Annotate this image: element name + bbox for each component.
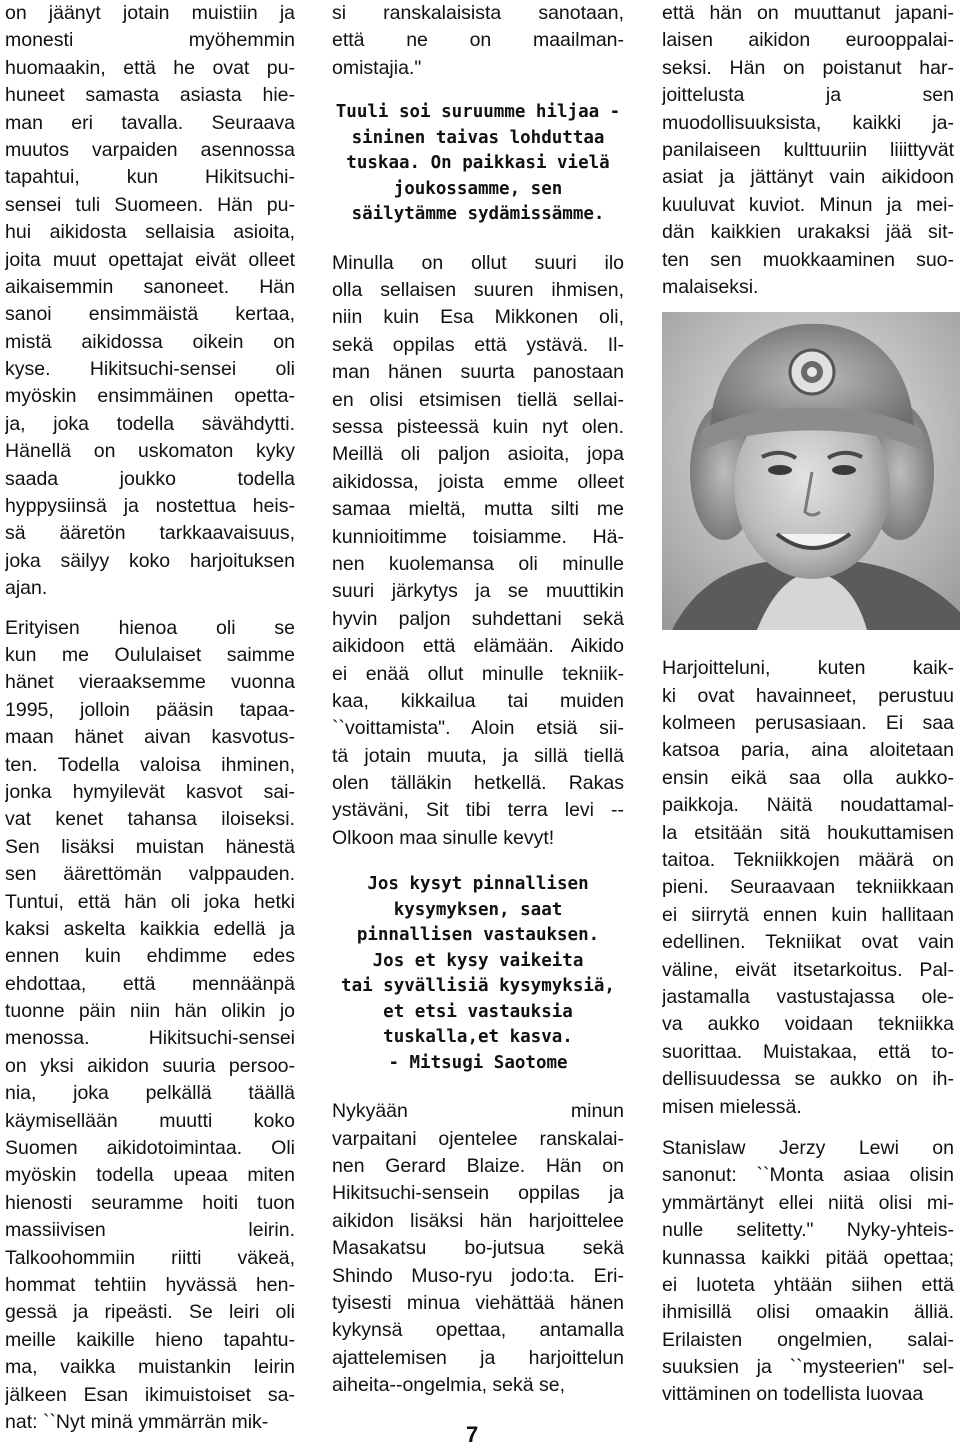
text-line: muutos varpaiden asennossa bbox=[5, 138, 295, 161]
text-line: menossa. Hikitsuchi-sensei bbox=[5, 1027, 295, 1050]
text-line: edellinen. Tekniikat ovat vain bbox=[662, 931, 954, 954]
text-line: varpaitani ojentelee ranskalai- bbox=[332, 1127, 624, 1150]
text-line: panilaiseen kulttuuriin liiittyvät bbox=[662, 138, 954, 161]
text-line: hyppysiinsä ja nostettua heis- bbox=[5, 495, 295, 518]
text-line: Olkoon maa sinulle kevyt! bbox=[332, 826, 555, 849]
text-line: sanoi ensimmäistä kertaa, bbox=[5, 303, 295, 326]
quote-line: tuskaa. On paikkasi vielä bbox=[346, 153, 610, 174]
text-line: niin kuin Esa Mikkonen oli, bbox=[332, 306, 624, 329]
text-line: nen Gerard Blaize. Hän on bbox=[332, 1155, 624, 1178]
text-line: Hänellä on uskomaton kyky bbox=[5, 440, 295, 463]
text-line: ki ovat havainneet, perustuu bbox=[662, 684, 954, 707]
text-line: aikidoon että elämään. Aikido bbox=[332, 635, 624, 658]
quote-line: tuskalla,et kasva. bbox=[383, 1027, 573, 1048]
text-line: aiheita--ongelmia, sekä se, bbox=[332, 1374, 566, 1397]
text-line: kun me Oululaiset saimme bbox=[5, 643, 295, 666]
text-line: ei siirrytä ennen kuin hallitaan bbox=[662, 903, 954, 926]
text-line: si ranskalaisista sanotaan, bbox=[332, 2, 624, 24]
text-line: käymisellään muutti koko bbox=[5, 1109, 295, 1132]
text-line: vittäminen on todellista luovaa bbox=[662, 1383, 924, 1406]
text-line: maan hänet aivan kasvotus- bbox=[5, 726, 295, 749]
text-line: myöskin ensimmäinen opetta- bbox=[5, 385, 295, 408]
text-line: mistä aikidossa oikein on bbox=[5, 330, 295, 353]
text-line: että ne on maailman- bbox=[332, 29, 624, 52]
text-line: Minulla on ollut suuri ilo bbox=[332, 251, 624, 274]
text-line: ihmisillä olisi omaakin älliä. bbox=[662, 1301, 954, 1324]
text-line: että hän on muuttanut japani- bbox=[662, 2, 954, 24]
text-line: kolmeen perusasiaan. Ei saa bbox=[662, 712, 954, 735]
text-line: hui aikidosta sellaisia asioita, bbox=[5, 221, 295, 244]
text-line: muodollisuuksista, kaikki ja- bbox=[662, 111, 954, 134]
text-line: jastamalla vastustajassa ole- bbox=[662, 985, 954, 1008]
text-line: sen äärettömän valppauden. bbox=[5, 863, 295, 886]
quote-line: - Mitsugi Saotome bbox=[388, 1052, 568, 1073]
text-line: suuksien ja ``mysteerien" sel- bbox=[662, 1356, 954, 1379]
text-line: tyisesti minua viehättää hänen bbox=[332, 1292, 624, 1314]
quote-line: Jos kysyt pinnallisen bbox=[367, 874, 589, 895]
text-line: laisen aikidon eurooppalai- bbox=[662, 29, 954, 52]
quote-line: kysymyksen, saat bbox=[393, 899, 563, 920]
text-line: ennen kuin ehdimme edes bbox=[5, 945, 295, 968]
text-line: nia, joka pelkällä täällä bbox=[5, 1082, 295, 1105]
text-line: kuuluvat kuviot. Minun ja mei- bbox=[662, 193, 954, 216]
paragraph bbox=[5, 615, 295, 1437]
text-line: suuri järkytys ja se muuttikin bbox=[332, 580, 624, 603]
text-line: ajattelemisen ja harjoittelun bbox=[332, 1346, 624, 1369]
text-line: olla sellaisen suuren ihmisen, bbox=[332, 279, 624, 302]
quote-line: Tuuli soi suruumme hiljaa - bbox=[335, 102, 621, 123]
text-line: sanonut: ``Monta asiaa olisin bbox=[662, 1164, 954, 1187]
text-line: ajan. bbox=[5, 577, 48, 600]
text-line: 1995, jolloin pääsin tapaa- bbox=[5, 698, 295, 721]
quote-line: pinnallisen vastauksen. bbox=[356, 925, 600, 946]
text-line: aikaisemmin sanoneet. Hän bbox=[5, 275, 295, 298]
text-line: hommat tehtiin hyvässä hen- bbox=[5, 1273, 295, 1296]
text-line: joka säilyy koko harjoituksen bbox=[5, 549, 295, 572]
text-line: vat kenet tahansa iloiseksi. bbox=[5, 808, 295, 831]
text-line: nulle selitetty." Nyky-yhteis- bbox=[662, 1219, 954, 1242]
paragraph bbox=[5, 0, 295, 603]
text-line: monesti myöhemmin bbox=[5, 29, 295, 52]
text-line: on yksi aikidon suuria persoo- bbox=[5, 1054, 295, 1077]
text-line: kykynsä opettaa, antamalla bbox=[332, 1319, 624, 1342]
text-line: hänet vieraaksemme vuonna bbox=[5, 671, 295, 694]
text-line: joittelusta ja sen bbox=[662, 84, 954, 107]
text-line: dän kaikkien urakaksi jää sit- bbox=[662, 221, 954, 244]
text-line: ja, joka todella sävähdytti. bbox=[5, 412, 295, 435]
paragraph bbox=[662, 655, 954, 1121]
text-line: ma, vaikka muistankin leirin bbox=[5, 1356, 295, 1379]
text-line: Erityisen hienoa oli se bbox=[5, 616, 295, 639]
text-line: jonka hymyilevät kasvot sai- bbox=[5, 780, 295, 803]
text-line: nat: ``Nyt minä ymmärrän mik- bbox=[5, 1410, 269, 1433]
text-line: nen kuolemansa oli minulle bbox=[332, 552, 624, 575]
text-line: Hikitsuchi-sensein oppilas ja bbox=[332, 1182, 624, 1205]
text-line: kaa, kikkailua tai muiden bbox=[332, 689, 624, 712]
text-line: hyvin paljon suhdettani sekä bbox=[332, 607, 624, 630]
text-line: on jäänyt jotain muistiin ja bbox=[5, 2, 295, 24]
text-line: jälkeen Esan ikimuistoiset sa- bbox=[5, 1383, 295, 1406]
text-line: ei luoteta yhtään siihen että bbox=[662, 1273, 954, 1296]
text-line: man hänen suurta panostaan bbox=[332, 361, 624, 384]
text-line: Talkoohommiin riitti väkeä, bbox=[5, 1246, 295, 1269]
text-line: ensin eikä saa olla aukko- bbox=[662, 766, 954, 789]
paragraph bbox=[662, 0, 954, 301]
text-line: Tuntui, että hän oli joka hetki bbox=[5, 890, 295, 913]
text-line: huneet samasta asiasta hie- bbox=[5, 84, 295, 107]
text-line: kyse. Hikitsuchi-sensei oli bbox=[5, 358, 295, 381]
text-line: Nykyään minun bbox=[332, 1100, 624, 1123]
text-line: myöskin todella upeaa miten bbox=[5, 1164, 295, 1187]
text-line: sä ääretön tarkkaavaisuus, bbox=[5, 522, 295, 545]
quote-line: et etsi vastauksia bbox=[383, 1001, 573, 1022]
text-line: olen tälläkin hetkellä. Rakas bbox=[332, 772, 624, 795]
text-line: Suomen aikidotoimintaa. Oli bbox=[5, 1137, 295, 1160]
text-line: gessä ja ripeästi. Se leiri oli bbox=[5, 1301, 295, 1324]
text-line: dellisuudessa se aukko on ih- bbox=[662, 1068, 954, 1091]
text-line: Erilaisten ongelmien, salai- bbox=[662, 1328, 954, 1351]
paragraph bbox=[332, 1098, 624, 1399]
text-line: omistajia." bbox=[332, 56, 422, 79]
text-line: saada joukko todella bbox=[5, 467, 295, 490]
quote-line: tai syvällisiä kysymyksiä, bbox=[341, 976, 615, 997]
paragraph bbox=[332, 0, 624, 82]
text-line: seksi. Hän on poistanut har- bbox=[662, 56, 954, 79]
text-line: taitoa. Tekniikkojen määrä on bbox=[662, 849, 954, 872]
quote-line: joukossamme, sen bbox=[393, 178, 563, 199]
pull-quote bbox=[332, 872, 624, 1076]
text-line: tuonne päin niin hän olikin jo bbox=[5, 1000, 295, 1023]
text-line: aikidon lisäksi hän harjoittelee bbox=[332, 1209, 624, 1232]
text-line: sensei tuli Suomeen. Hän pu- bbox=[5, 193, 295, 216]
text-line: samaa mieltä, mutta silti me bbox=[332, 498, 624, 521]
text-line: paikkoja. Näitä noudattamal- bbox=[662, 794, 954, 817]
quote-line: sininen taivas lohduttaa bbox=[351, 127, 605, 148]
text-line: massiivisen leirin. bbox=[5, 1219, 295, 1242]
text-line: asiat ja jättänyt vain aikidoon bbox=[662, 166, 954, 189]
text-line: ymmärtänyt ellei niitä olisi mi- bbox=[662, 1191, 954, 1214]
text-line: joita muut opettajat eivät olleet bbox=[5, 248, 295, 271]
column-1 bbox=[5, 0, 295, 1436]
page-number: 7 bbox=[466, 1422, 479, 1447]
text-line: sekä oppilas että ystävä. Il- bbox=[332, 333, 624, 356]
text-line: väline, eivät itsetarkoitus. Pal- bbox=[662, 958, 954, 981]
text-line: misen mielessä. bbox=[662, 1095, 802, 1118]
portrait-photo bbox=[662, 312, 960, 630]
text-line: ei enää ollut minulle tekniik- bbox=[332, 662, 624, 685]
column-2 bbox=[332, 0, 624, 1400]
text-line: kaksi askelta kaikkia edellä ja bbox=[5, 917, 295, 940]
quote-line: säilytämme sydämissämme. bbox=[351, 204, 605, 225]
text-line: aikidossa, joista emme olleet bbox=[332, 470, 624, 493]
text-line: Harjoitteluni, kuten kaik- bbox=[662, 657, 954, 680]
text-line: Sen lisäksi muistan hänestä bbox=[5, 835, 295, 858]
text-line: ``voittamista". Aloin etsiä sii- bbox=[332, 717, 624, 740]
text-line: ystäväni, Sit tibi terra levi -- bbox=[332, 799, 624, 822]
text-line: ten. Todella valoisa ihminen, bbox=[5, 753, 295, 776]
text-line: meille kaikille hieno tapahtu- bbox=[5, 1328, 295, 1351]
quote-line: Jos et kysy vaikeita bbox=[372, 950, 584, 971]
text-line: Meillä oli paljon asioita, jopa bbox=[332, 443, 624, 466]
text-line: ten sen muokkaaminen suo- bbox=[662, 248, 954, 271]
text-line: Masakatsu bo-jutsua sekä bbox=[332, 1237, 624, 1260]
pull-quote bbox=[332, 100, 624, 228]
text-line: katsoa paria, aina aloitetaan bbox=[662, 739, 954, 762]
column-3 bbox=[662, 0, 954, 1409]
text-line: en olisi etsimisen tiellä sellai- bbox=[332, 388, 624, 411]
text-line: pieni. Seuraavaan tekniikkaan bbox=[662, 876, 954, 899]
text-line: man eri tavalla. Seuraava bbox=[5, 111, 295, 134]
text-line: malaiseksi. bbox=[662, 275, 759, 298]
text-line: hienosti seuramme hoiti tuon bbox=[5, 1191, 295, 1214]
text-line: suorittaa. Muistakaa, että to- bbox=[662, 1040, 954, 1063]
text-line: kunnassa kaikki pitää opettaa; bbox=[662, 1246, 954, 1269]
text-line: sessa pisteessä kuin nyt olen. bbox=[332, 416, 624, 439]
paragraph bbox=[662, 1135, 954, 1409]
text-line: va aukko voidaan tekniikka bbox=[662, 1013, 954, 1036]
text-line: tä jotain muuta, ja sillä tiellä bbox=[332, 744, 624, 767]
text-line: Shindo Muso-ryu jodo:ta. Eri- bbox=[332, 1264, 624, 1287]
paragraph bbox=[332, 250, 624, 853]
text-line: kunnioitimme toisiamme. Hä- bbox=[332, 525, 624, 548]
text-line: tapahtui, kun Hikitsuchi- bbox=[5, 166, 295, 189]
text-line: huomaakin, että he ovat pu- bbox=[5, 56, 295, 79]
text-line: Stanislaw Jerzy Lewi on bbox=[662, 1136, 954, 1159]
text-line: la etsitään sitä houkuttamisen bbox=[662, 821, 954, 844]
text-line: ehdottaa, että mennäänpä bbox=[5, 972, 295, 995]
